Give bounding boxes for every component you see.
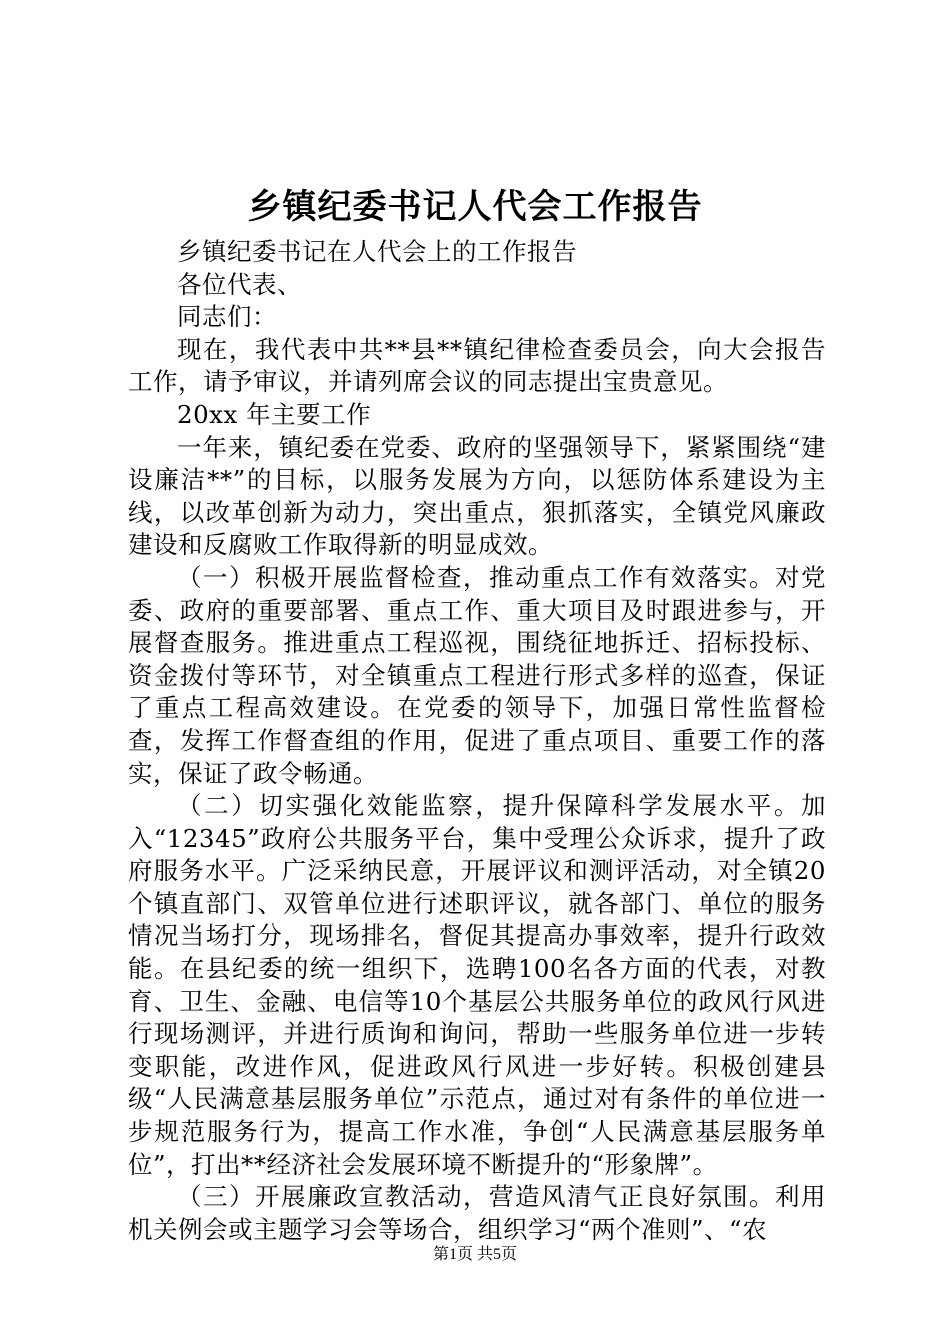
section-heading-main-work: 20xx 年主要工作 — [177, 399, 372, 429]
paragraph-section-two: （二）切实强化效能监察，提升保障科学发展水平。加入“12345”政府公共服务平台，集中受理公众诉求，提升了政府服务水平。广泛采纳民意，开展评议和测评活动，对全镇20个镇直部门、双管单位进行述职评议，就各部门、单位的服务情况当场打分，现场排名，督促其提高办事效率，提升行政效能。在县纪委的统一组织下，选聘100名各方面的代表，对教育、卫生、金融、电信等10个基层公共服务单位的政风行风进行现场测评，并进行质询和询问，帮助一些服务单位进一步转变职能，改进作风，促进政风行风进一步好转。积极创建县级“人民满意基层服务单位”示范点，通过对有条件的单位进一步规范服务行为，提高工作水准，争创“人民满意基层服务单位”，打出**经济社会发展环境不断提升的“形象牌”。 — [128, 791, 826, 1179]
salutation-comrades: 同志们： — [177, 302, 277, 332]
paragraph-section-three: （三）开展廉政宣教活动，营造风清气正良好氛围。利用机关例会或主题学习会等场合，组织学习“两个准则”、“农 — [128, 1182, 826, 1244]
page-footer: 第1页 共5页 — [432, 1246, 517, 1263]
document-body — [128, 236, 826, 1246]
paragraph-overview: 一年来，镇纪委在党委、政府的坚强领导下，紧紧围绕“建设廉洁**”的目标，以服务发展为方向，以惩防体系建设为主线，以改革创新为动力，突出重点，狠抓落实，全镇党风廉政建设和反腐败工作取得新的明显成效。 — [128, 432, 826, 560]
salutation-representatives: 各位代表、 — [177, 269, 302, 299]
paragraph-section-one: （一）积极开展监督检查，推动重点工作有效落实。对党委、政府的重要部署、重点工作、重大项目及时跟进参与，开展督查服务。推进重点工程巡视，围绕征地拆迁、招标投标、资金拨付等环节，对全镇重点工程进行形式多样的巡查，保证了重点工程高效建设。在党委的领导下，加强日常性监督检查，发挥工作督查组的作用，促进了重点项目、重要工作的落实，保证了政令畅通。 — [128, 562, 826, 788]
document-title: 乡镇纪委书记人代会工作报告 — [247, 187, 703, 227]
document-subtitle: 乡镇纪委书记在人代会上的工作报告 — [177, 237, 577, 266]
paragraph-opening: 现在，我代表中共**县**镇纪律检查委员会，向大会报告工作，请予审议，并请列席会议的同志提出宝贵意见。 — [128, 334, 826, 397]
